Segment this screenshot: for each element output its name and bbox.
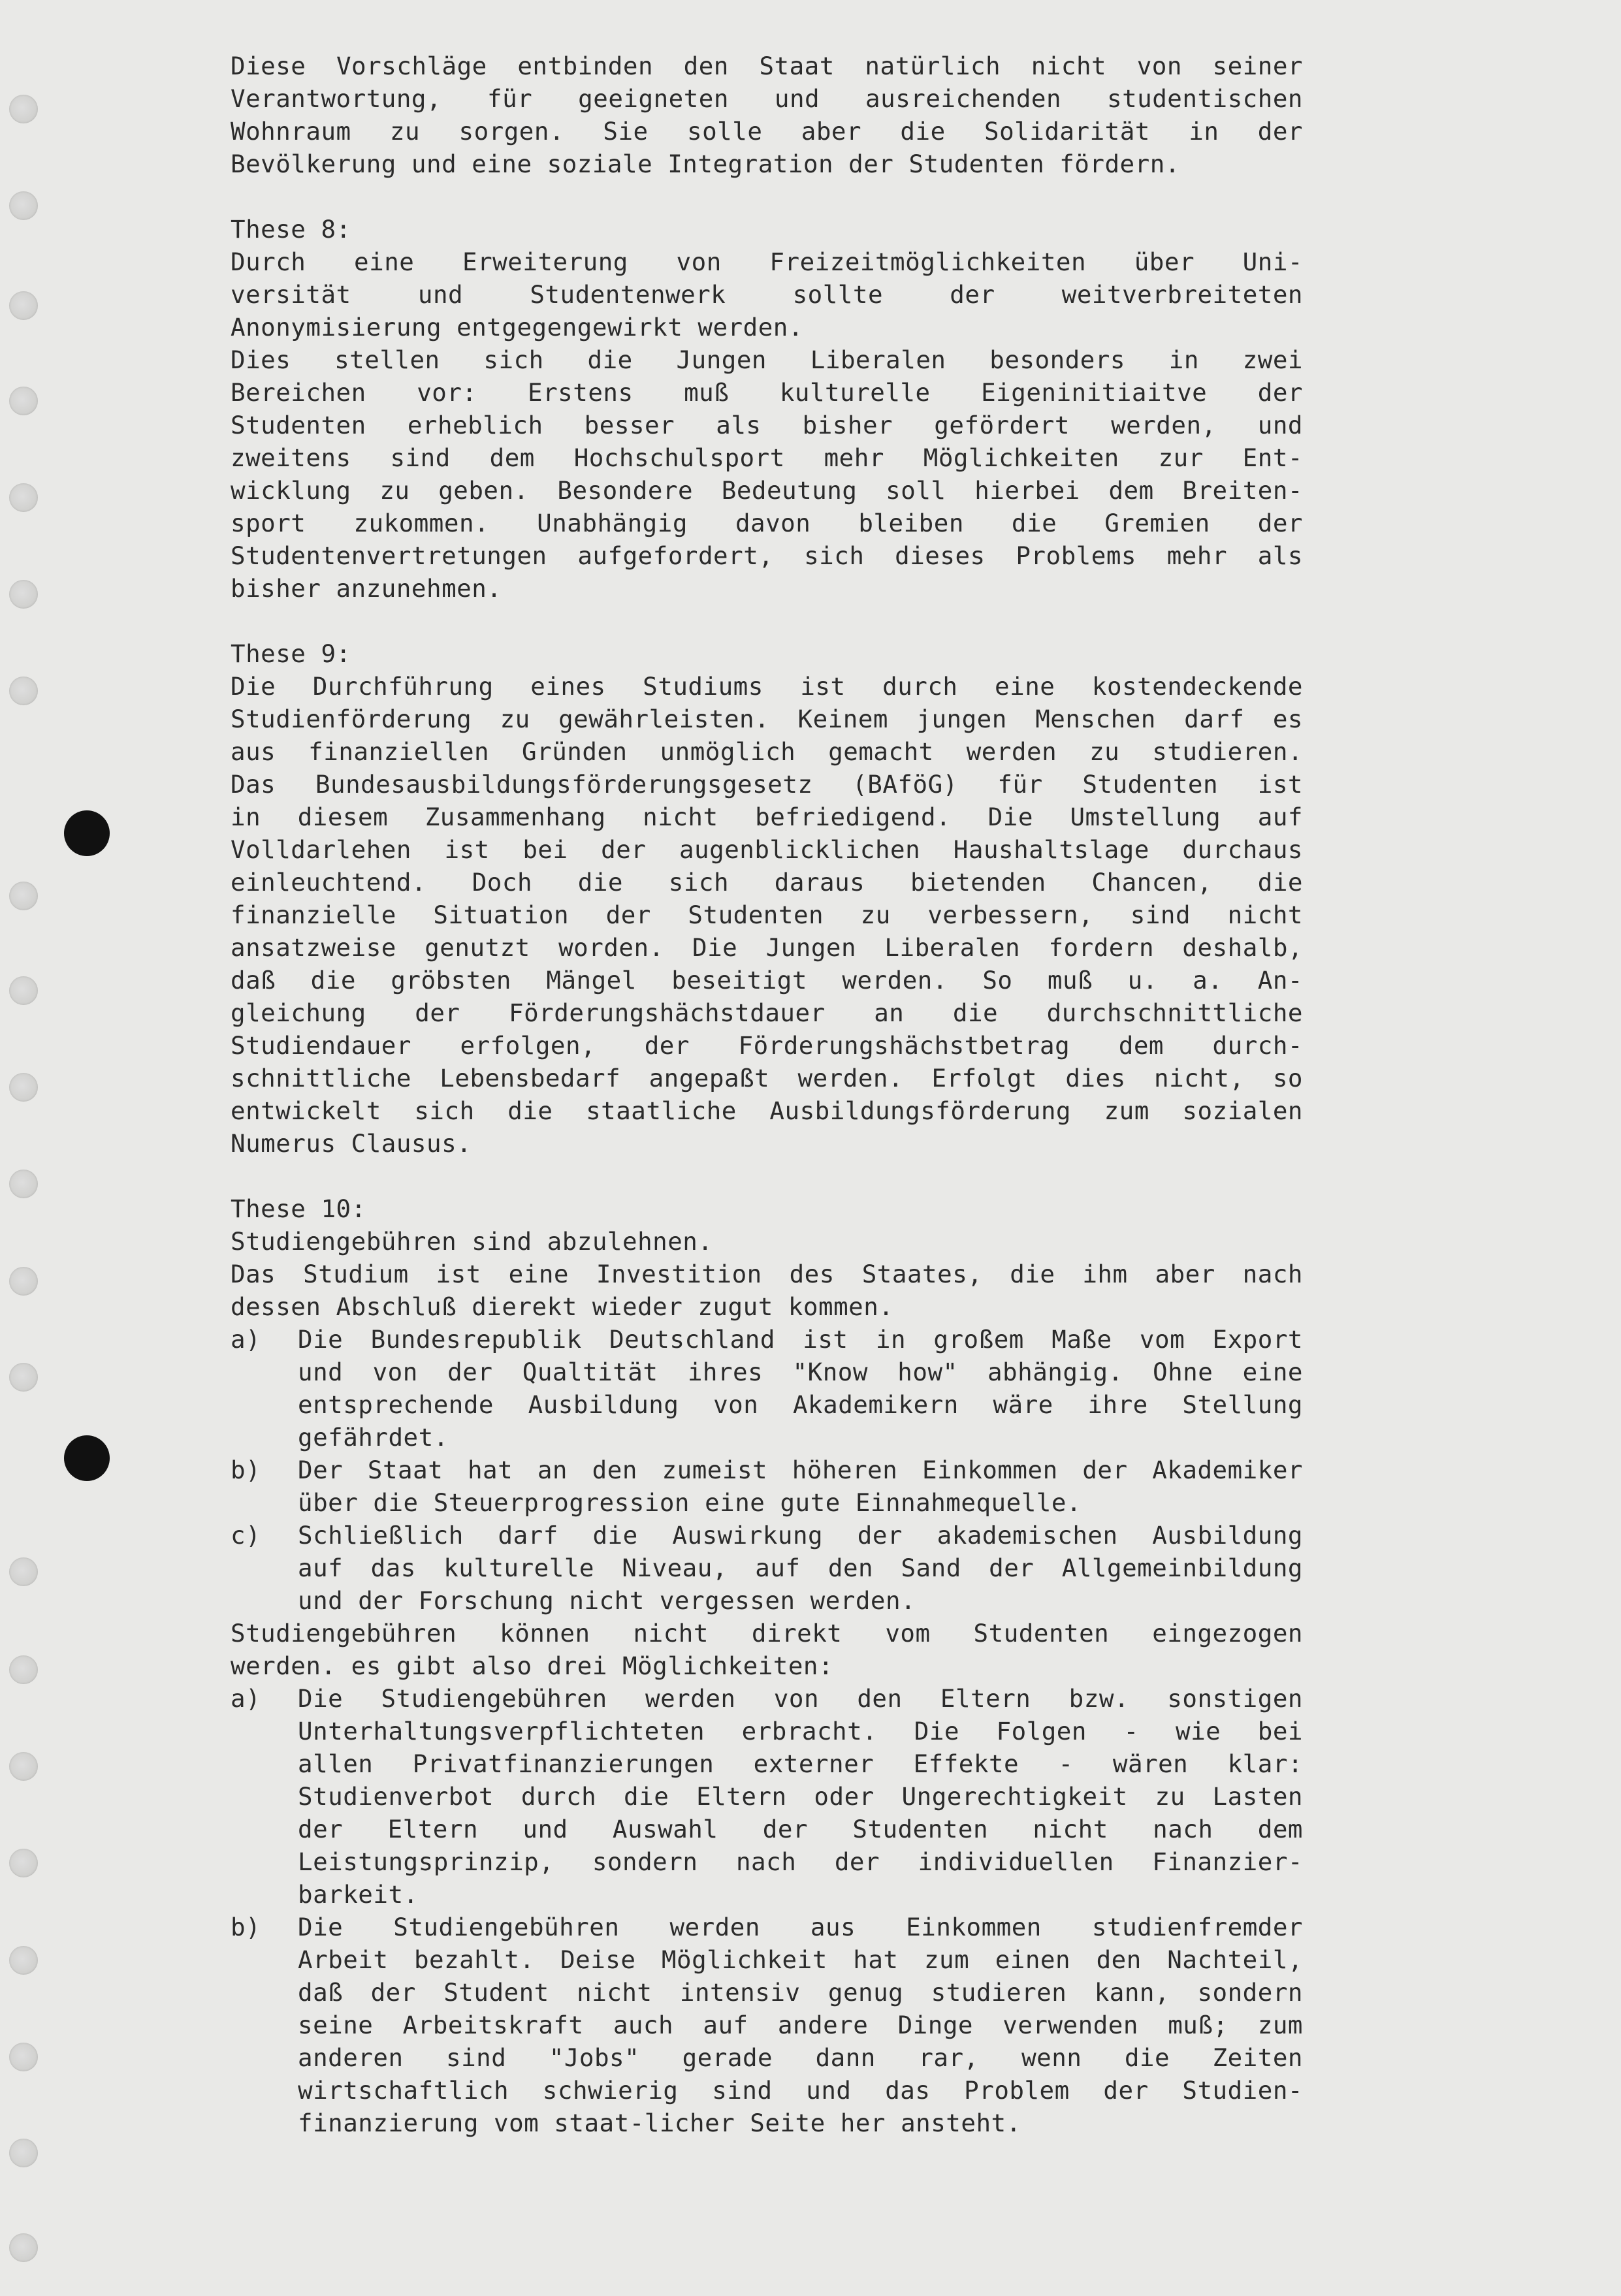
text-line: Verantwortung, für geeigneten und ausreichenden studentischen (231, 84, 1303, 113)
punch-hole (9, 1267, 38, 1296)
text-line: über die Steuerprogression eine gute Einnahmequelle. (298, 1488, 1082, 1517)
text-line: finanzierung vom staat-licher Seite her ansteht. (298, 2109, 1021, 2137)
punch-hole (9, 2233, 38, 2262)
punch-hole (9, 1170, 38, 1198)
punch-hole (9, 580, 38, 609)
intro-paragraph (231, 50, 1303, 180)
punch-hole (9, 95, 38, 123)
punch-hole (9, 677, 38, 705)
text-line: auf das kulturelle Niveau, auf den Sand der Allgemeinbildung (298, 1554, 1303, 1582)
binder-hole (64, 1435, 110, 1481)
text-line: bisher anzunehmen. (231, 574, 502, 603)
punch-hole (9, 1557, 38, 1586)
text-line: allen Privatfinanzierungen externer Effekte - wären klar: (298, 1749, 1303, 1778)
text-line: entsprechende Ausbildung von Akademikern wäre ihre Stellung (298, 1390, 1303, 1419)
text-line: Die Studiengebühren werden von den Eltern bzw. sonstigen (298, 1684, 1303, 1713)
section-heading: These 8: (231, 215, 351, 244)
section-heading: These 10: (231, 1194, 366, 1223)
binder-hole (64, 810, 110, 856)
text-line: Die Studiengebühren werden aus Einkommen studienfremder (298, 1913, 1303, 1941)
text-line: einleuchtend. Doch die sich daraus bietenden Chancen, die (231, 868, 1303, 897)
punch-hole (9, 1752, 38, 1781)
text-line: in diesem Zusammenhang nicht befriedigend. Die Umstellung auf (231, 803, 1303, 831)
text-line: entwickelt sich die staatliche Ausbildungsförderung zum sozialen (231, 1096, 1303, 1125)
text-line: gleichung der Förderungshächstdauer an die durchschnittliche (231, 998, 1303, 1027)
text-line: Durch eine Erweiterung von Freizeitmöglichkeiten über Uni- (231, 247, 1303, 276)
text-line: barkeit. (298, 1880, 419, 1909)
section-these-9 (231, 637, 1303, 1160)
text-line: und der Forschung nicht vergessen werden. (298, 1586, 916, 1615)
text-line: Bereichen vor: Erstens muß kulturelle Eigeninitiaitve der (231, 378, 1303, 407)
text-line: Diese Vorschläge entbinden den Staat natürlich nicht von seiner (231, 52, 1303, 80)
text-line: Studiengebühren können nicht direkt vom Studenten eingezogen (231, 1619, 1303, 1648)
text-line: Das Studium ist eine Investition des Staates, die ihm aber nach (231, 1260, 1303, 1288)
text-line: versität und Studentenwerk sollte der weitverbreiteten (231, 280, 1303, 309)
text-line: aus finanziellen Gründen unmöglich gemacht werden zu studieren. (231, 737, 1303, 766)
section-heading: These 9: (231, 639, 351, 668)
text-line: seine Arbeitskraft auch auf andere Dinge verwenden muß; zum (298, 2011, 1303, 2039)
text-line: daß die gröbsten Mängel beseitigt werden. So muß u. a. An- (231, 966, 1303, 995)
text-line: Studiendauer erfolgen, der Förderungshächstbetrag dem durch- (231, 1031, 1303, 1060)
document-text (231, 50, 1303, 2139)
text-line: und von der Qualtität ihres "Know how" abhängig. Ohne eine (298, 1358, 1303, 1386)
list-label: b) (231, 1456, 261, 1484)
text-line: finanzielle Situation der Studenten zu verbessern, sind nicht (231, 901, 1303, 929)
text-line: Volldarlehen ist bei der augenblicklichen Haushaltslage durchaus (231, 835, 1303, 864)
punch-hole (9, 483, 38, 512)
punch-hole (9, 191, 38, 220)
text-line: anderen sind "Jobs" gerade dann rar, wenn die Zeiten (298, 2043, 1303, 2072)
text-line: sport zukommen. Unabhängig davon bleiben die Gremien der (231, 509, 1303, 537)
text-line: Wohnraum zu sorgen. Sie solle aber die Solidarität in der (231, 117, 1303, 146)
list-item (231, 1682, 1303, 1911)
text-line: Unterhaltungsverpflichteten erbracht. Die Folgen - wie bei (298, 1717, 1303, 1746)
list-label: a) (231, 1325, 261, 1354)
text-line: dessen Abschluß dierekt wieder zugut kommen. (231, 1292, 894, 1321)
list-label: b) (231, 1913, 261, 1941)
punch-hole (9, 1849, 38, 1877)
text-line: zweitens sind dem Hochschulsport mehr Möglichkeiten zur Ent- (231, 443, 1303, 472)
list-label: a) (231, 1684, 261, 1713)
punch-hole (9, 2139, 38, 2167)
text-line: Bevölkerung und eine soziale Integration der Studenten fördern. (231, 150, 1180, 178)
section-these-8 (231, 213, 1303, 605)
text-line: Dies stellen sich die Jungen Liberalen besonders in zwei (231, 345, 1303, 374)
text-line: wicklung zu geben. Besondere Bedeutung soll hierbei dem Breiten- (231, 476, 1303, 505)
list-item (231, 1454, 1303, 1519)
punch-hole (9, 1946, 38, 1975)
punch-hole (9, 2043, 38, 2071)
text-line: Das Bundesausbildungsförderungsgesetz (BAföG) für Studenten ist (231, 770, 1303, 799)
list-item (231, 1519, 1303, 1617)
list-item (231, 1323, 1303, 1454)
text-line: Die Durchführung eines Studiums ist durch eine kostendeckende (231, 672, 1303, 701)
text-line: Leistungsprinzip, sondern nach der individuellen Finanzier- (298, 1847, 1303, 1876)
text-line: Arbeit bezahlt. Deise Möglichkeit hat zum einen den Nachteil, (298, 1945, 1303, 1974)
text-line: Studentenvertretungen aufgefordert, sich dieses Problems mehr als (231, 541, 1303, 570)
punch-hole (9, 291, 38, 320)
text-line: Studienförderung zu gewährleisten. Keinem jungen Menschen darf es (231, 705, 1303, 733)
text-line: Anonymisierung entgegengewirkt werden. (231, 313, 803, 342)
text-line: der Eltern und Auswahl der Studenten nicht nach dem (298, 1815, 1303, 1843)
punch-hole (9, 976, 38, 1005)
punch-hole (9, 1073, 38, 1102)
list-item (231, 1911, 1303, 2139)
text-line: Studiengebühren sind abzulehnen. (231, 1227, 713, 1256)
list-label: c) (231, 1521, 261, 1550)
text-line: Der Staat hat an den zumeist höheren Einkommen der Akademiker (298, 1456, 1303, 1484)
text-line: daß der Student nicht intensiv genug studieren kann, sondern (298, 1978, 1303, 2007)
text-line: Schließlich darf die Auswirkung der akademischen Ausbildung (298, 1521, 1303, 1550)
text-line: werden. es gibt also drei Möglichkeiten: (231, 1651, 834, 1680)
text-line: gefährdet. (298, 1423, 449, 1452)
punch-hole (9, 1363, 38, 1392)
punch-hole (9, 387, 38, 415)
text-line: Studenten erheblich besser als bisher gefördert werden, und (231, 411, 1303, 439)
text-line: Die Bundesrepublik Deutschland ist in großem Maße vom Export (298, 1325, 1303, 1354)
text-line: Studienverbot durch die Eltern oder Ungerechtigkeit zu Lasten (298, 1782, 1303, 1811)
text-line: Numerus Clausus. (231, 1129, 472, 1158)
text-line: ansatzweise genutzt worden. Die Jungen Liberalen fordern deshalb, (231, 933, 1303, 962)
text-line: wirtschaftlich schwierig sind und das Problem der Studien- (298, 2076, 1303, 2105)
punch-hole (9, 1655, 38, 1684)
punch-hole (9, 882, 38, 910)
section-these-10 (231, 1192, 1303, 2139)
text-line: schnittliche Lebensbedarf angepaßt werden. Erfolgt dies nicht, so (231, 1064, 1303, 1092)
